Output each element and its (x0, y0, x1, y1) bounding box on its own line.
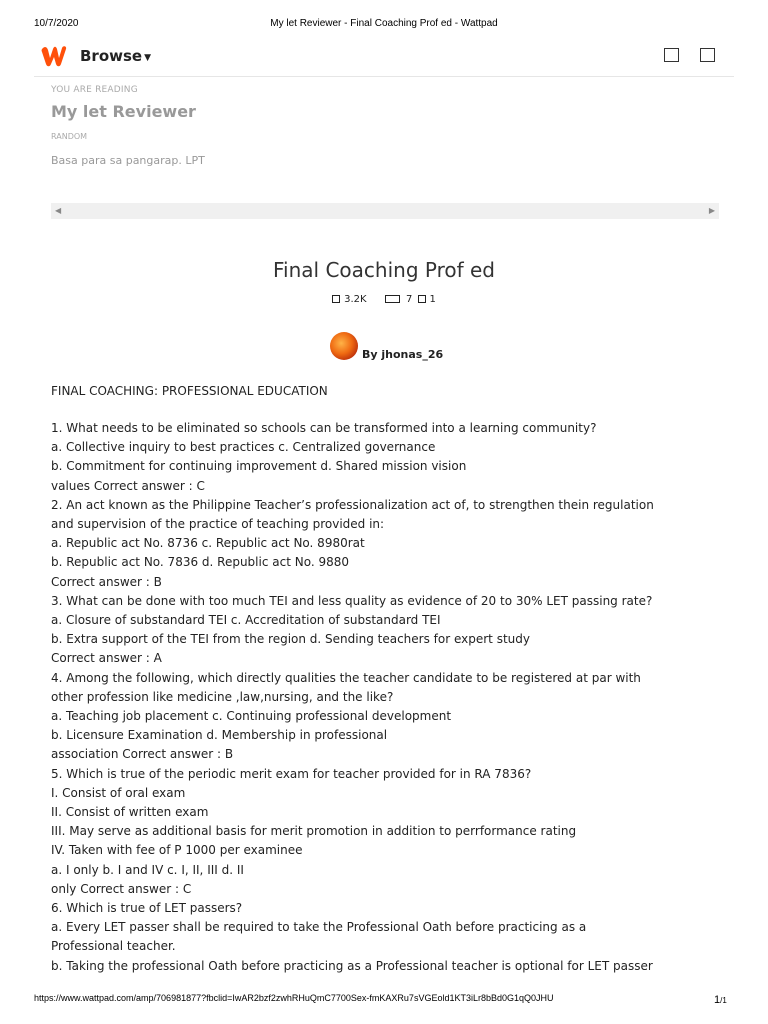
top-nav-bar (34, 40, 734, 77)
content-line: a. Closure of substandard TEI c. Accreditation of substandard TEI (51, 613, 441, 628)
content-line: a. Collective inquiry to best practices c. Centralized governance (51, 440, 436, 455)
scroll-right-icon[interactable]: ▶ (708, 206, 715, 215)
content-line: b. Taking the professional Oath before practicing as a Professional teacher is optional for LET passer (51, 958, 653, 973)
content-line: a. I only b. I and IV c. I, II, III d. II (51, 862, 244, 877)
print-date: 10/7/2020 (34, 18, 79, 29)
wattpad-logo-icon[interactable] (40, 43, 68, 69)
content-line: a. Republic act No. 8736 c. Republic act No. 8980rat (51, 536, 365, 551)
content-line: 5. Which is true of the periodic merit exam for teacher provided for in RA 7836? (51, 766, 532, 781)
comments-icon (418, 295, 426, 303)
content-line: II. Consist of written exam (51, 805, 209, 820)
votes-count: 7 (405, 294, 413, 305)
content-line: a. Every LET passer shall be required to take the Professional Oath before practicing as a (51, 920, 587, 935)
content-line: I. Consist of oral exam (51, 785, 186, 800)
browse-menu-button[interactable] (80, 47, 151, 65)
content-heading: FINAL COACHING: PROFESSIONAL EDUCATION (51, 384, 328, 398)
part-stats (0, 294, 768, 305)
footer-url: https://www.wattpad.com/amp/706981877?fbclid=IwAR2bzf2zwhRHuQmC7700Sex-fmKAXRu7sVGEold1KT3iLr8bBd0G1qQ0JHU (34, 993, 554, 1003)
content-line: only Correct answer : C (51, 881, 192, 896)
content-line: 1. What needs to be eliminated so schools can be transformed into a learning community? (51, 421, 597, 435)
square-icon[interactable] (700, 48, 715, 62)
horizontal-scrollbar[interactable] (51, 203, 719, 219)
part-title: Final Coaching Prof ed (273, 258, 495, 282)
content-line: association Correct answer : B (51, 747, 234, 762)
print-title: My let Reviewer - Final Coaching Prof ed - Wattpad (270, 18, 498, 29)
comments-count: 1 (429, 294, 436, 305)
content-line: other profession like medicine ,law,nursing, and the like? (51, 689, 394, 704)
content-line: Correct answer : A (51, 651, 162, 666)
reads-count: 3.2K (344, 294, 367, 305)
page-number (714, 994, 727, 1006)
page-total: /1 (720, 996, 727, 1005)
scroll-left-icon[interactable]: ◀ (55, 206, 62, 215)
content-line: 2. An act known as the Philippine Teacher’s professionalization act of, to strengthen thein regulation (51, 497, 654, 512)
story-content (51, 382, 741, 976)
content-line: b. Licensure Examination d. Membership in professional (51, 728, 388, 743)
content-line: b. Commitment for continuing improvement d. Shared mission vision (51, 459, 467, 474)
votes-icon (385, 295, 400, 303)
content-line: 3. What can be done with too much TEI and less quality as evidence of 20 to 30% LET passing rate? (51, 593, 653, 608)
print-header (0, 18, 768, 32)
content-line: values Correct answer : C (51, 478, 205, 493)
content-line: 6. Which is true of LET passers? (51, 901, 243, 916)
browse-label: Browse (80, 47, 143, 65)
reads-icon (332, 295, 340, 303)
content-line: Professional teacher. (51, 939, 176, 954)
square-icon[interactable] (664, 48, 679, 62)
page-current: 1 (714, 994, 721, 1006)
content-line: 4. Among the following, which directly qualities the teacher candidate to be registered at par with (51, 670, 641, 685)
avatar[interactable] (330, 332, 358, 360)
story-category: RANDOM (51, 132, 88, 141)
content-line: Correct answer : B (51, 574, 162, 589)
content-line: IV. Taken with fee of P 1000 per examinee (51, 843, 303, 858)
story-description: Basa para sa pangarap. LPT (51, 154, 205, 167)
story-title[interactable]: My let Reviewer (51, 102, 196, 121)
content-lines (51, 419, 741, 976)
content-line: a. Teaching job placement c. Continuing professional development (51, 709, 452, 724)
content-line: III. May serve as additional basis for merit promotion in addition to perrformance rating (51, 824, 577, 839)
content-line: and supervision of the practice of teaching provided in: (51, 517, 385, 532)
author-name[interactable]: By jhonas_26 (362, 348, 444, 361)
content-line: b. Extra support of the TEI from the region d. Sending teachers for expert study (51, 632, 530, 647)
caret-down-icon: ▼ (144, 53, 152, 63)
you-are-reading-label: YOU ARE READING (51, 85, 138, 95)
content-line: b. Republic act No. 7836 d. Republic act No. 9880 (51, 555, 350, 570)
